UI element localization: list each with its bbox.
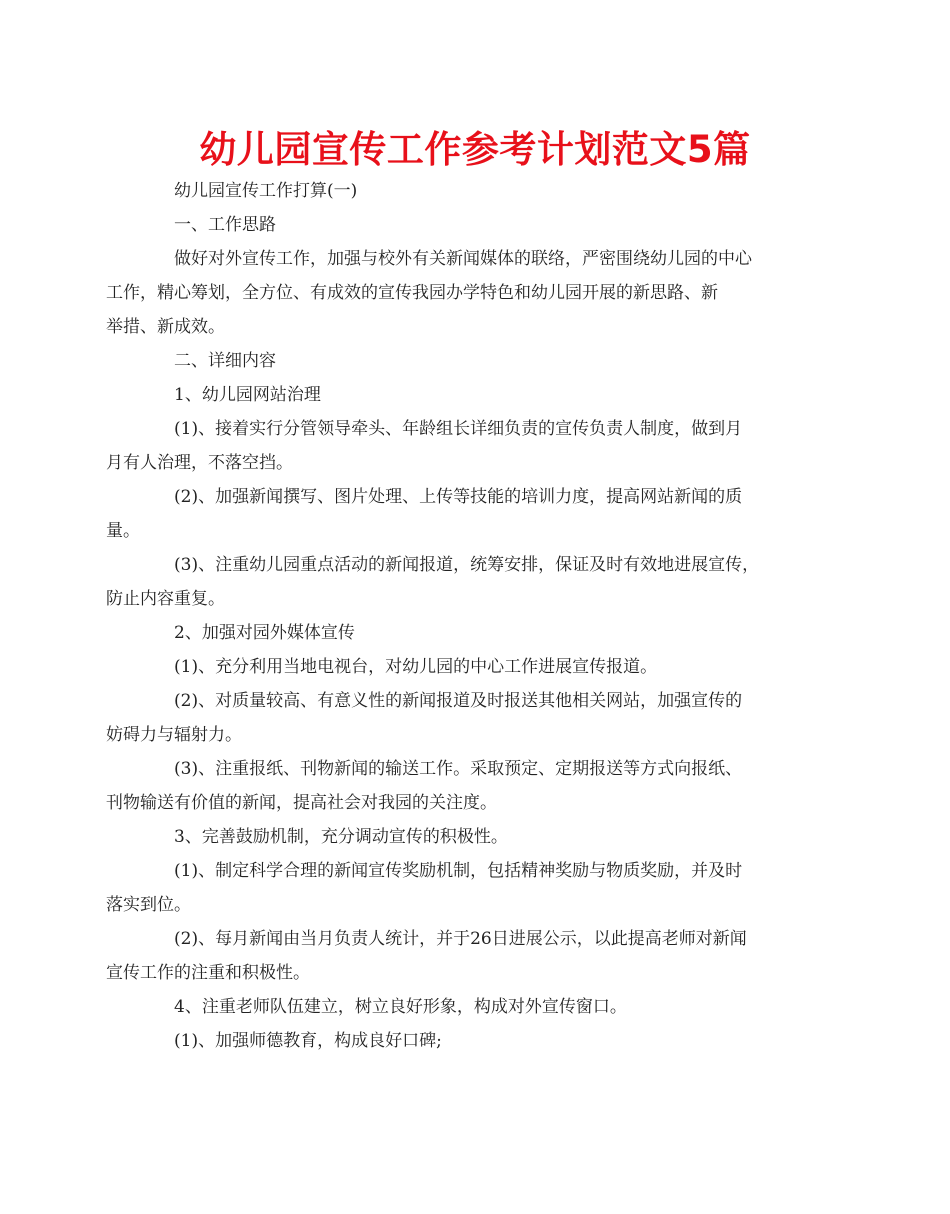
paragraph <box>140 990 824 1024</box>
paragraph <box>106 412 824 480</box>
paragraph-line: 幼儿园宣传工作打算(一) <box>174 181 358 201</box>
paragraph-line: 宣传工作的注重和积极性。 <box>106 963 310 983</box>
paragraph <box>140 344 824 378</box>
paragraph-line: (2)、加强新闻撰写、图片处理、上传等技能的培训力度，提高网站新闻的质 <box>174 487 743 507</box>
paragraph <box>140 174 824 208</box>
paragraph-line: 二、详细内容 <box>174 351 276 371</box>
paragraph-line: 量。 <box>106 521 140 541</box>
paragraph-line: 工作，精心筹划，全方位、有成效的宣传我园办学特色和幼儿园开展的新思路、新 <box>106 283 718 303</box>
paragraph-line: (3)、注重幼儿园重点活动的新闻报道，统筹安排，保证及时有效地进展宣传， <box>174 555 760 575</box>
paragraph-line: 举措、新成效。 <box>106 317 225 337</box>
paragraph-line: (1)、制定科学合理的新闻宣传奖励机制，包括精神奖励与物质奖励，并及时 <box>174 861 743 881</box>
paragraph-line: 一、工作思路 <box>174 215 276 235</box>
document-title: 幼儿园宣传工作参考计划范文5篇 <box>199 128 751 171</box>
paragraph <box>106 242 824 344</box>
paragraph <box>106 752 824 820</box>
paragraph-line: 3、完善鼓励机制，充分调动宣传的积极性。 <box>174 827 508 847</box>
paragraph <box>140 1024 824 1058</box>
paragraph <box>140 650 824 684</box>
paragraph <box>140 616 824 650</box>
paragraph-line: (2)、对质量较高、有意义性的新闻报道及时报送其他相关网站，加强宣传的 <box>174 691 743 711</box>
paragraph <box>140 820 824 854</box>
paragraph-line: (1)、接着实行分管领导牵头、年龄组长详细负责的宣传负责人制度，做到月 <box>174 419 743 439</box>
paragraph-line: (1)、充分利用当地电视台，对幼儿园的中心工作进展宣传报道。 <box>174 657 658 677</box>
paragraph <box>106 684 824 752</box>
paragraph <box>106 480 824 548</box>
paragraph-line: 妨碍力与辐射力。 <box>106 725 242 745</box>
paragraph-line: 2、加强对园外媒体宣传 <box>174 623 355 643</box>
paragraph <box>140 378 824 412</box>
paragraph <box>106 548 824 616</box>
paragraph <box>106 854 824 922</box>
paragraph-line: 刊物输送有价值的新闻，提高社会对我园的关注度。 <box>106 793 497 813</box>
paragraph-line: 月有人治理，不落空挡。 <box>106 453 293 473</box>
paragraph <box>140 208 824 242</box>
paragraph-line: 1、幼儿园网站治理 <box>174 385 321 405</box>
paragraph-line: 做好对外宣传工作，加强与校外有关新闻媒体的联络，严密围绕幼儿园的中心 <box>174 249 752 269</box>
paragraph-line: 4、注重老师队伍建立，树立良好形象，构成对外宣传窗口。 <box>174 997 627 1017</box>
paragraph-line: 落实到位。 <box>106 895 191 915</box>
paragraph-line: (3)、注重报纸、刊物新闻的输送工作。采取预定、定期报送等方式向报纸、 <box>174 759 743 779</box>
paragraph-line: (2)、每月新闻由当月负责人统计，并于26日进展公示，以此提高老师对新闻 <box>174 929 747 949</box>
paragraph <box>106 922 824 990</box>
paragraph-line: 防止内容重复。 <box>106 589 225 609</box>
paragraph-line: (1)、加强师德教育，构成良好口碑; <box>174 1031 442 1051</box>
document-body <box>106 174 824 1058</box>
